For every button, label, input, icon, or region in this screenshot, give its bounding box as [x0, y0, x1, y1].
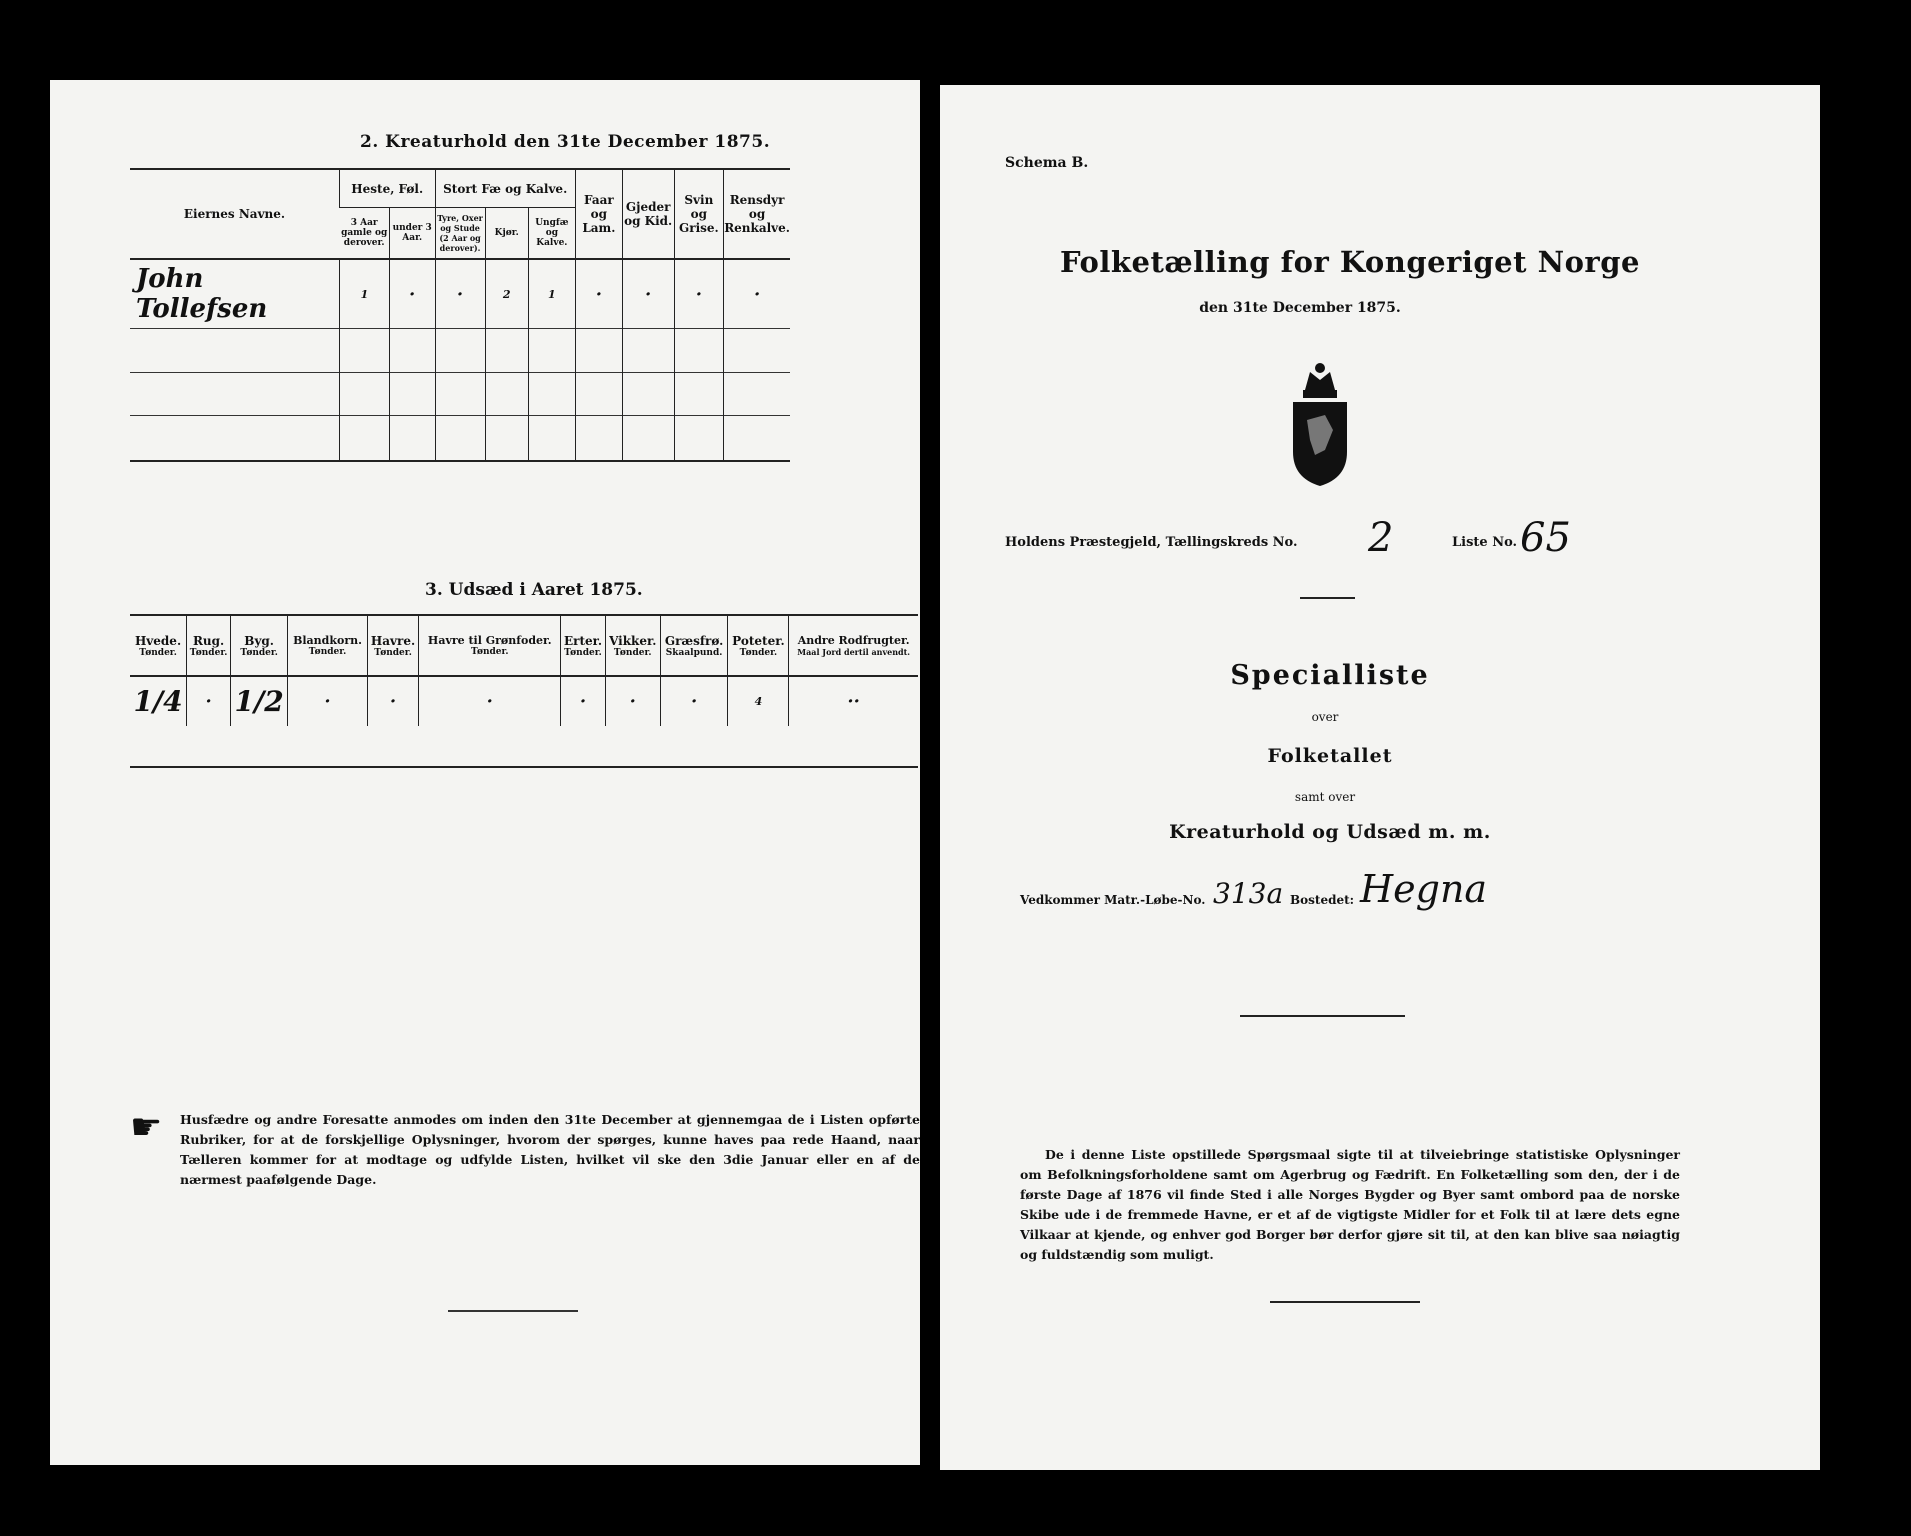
notice-text: Husfædre og andre Foresatte anmodes om inden den 31te December at gjennemgaa de i Listen opførte Rubriker, for at de forskjellige Oplysninger, hvorom der spørges, kunne haves paa rede Haand, naar Tælleren kommer for at modtage og udfylde Listen, hvilket vil ske den 3die Januar eller en af de nærmest paafølgende Dage. — [180, 1112, 920, 1187]
header-owner-name: Eiernes Navne. — [183, 207, 286, 222]
seed-table — [130, 616, 918, 726]
seed-header-wheat — [130, 616, 187, 676]
cell-potatoes: 4 — [728, 676, 789, 726]
divider — [1300, 597, 1355, 599]
header-young-cattle: Ungfæ og Kalve. — [528, 208, 575, 259]
cell-vetch: · — [605, 676, 660, 726]
seed-potatoes-label: Poteter. — [732, 633, 785, 648]
header-cattle: Stort Fæ og Kalve. — [435, 170, 575, 208]
header-horses: Heste, Føl. — [339, 170, 435, 208]
cell-young-cattle: 1 — [528, 259, 575, 328]
seed-green-oats-label: Havre til Grønfoder. — [427, 634, 552, 647]
seed-header-mixed — [288, 616, 368, 676]
cell-horses-old: 1 — [339, 259, 389, 328]
header-horses-young: under 3 Aar. — [389, 208, 435, 259]
header-goats: Gjeder og Kid. — [622, 170, 674, 259]
divider — [448, 1310, 578, 1312]
seed-grass-label: Græsfrø. — [664, 633, 724, 648]
seed-green-oats-unit: Tønder. — [470, 647, 509, 657]
seed-header-grass — [660, 616, 728, 676]
cell-wheat: 1/4 — [133, 685, 183, 718]
bosted-value: Hegna — [1360, 867, 1488, 911]
seed-header-potatoes — [728, 616, 789, 676]
special-list-title: Specialliste — [1230, 660, 1430, 691]
right-page — [940, 85, 1820, 1470]
cell-green-oats: · — [419, 676, 561, 726]
cell-cows: 2 — [485, 259, 528, 328]
parish-label: Holdens Præstegjeld, Tællingskreds No. — [1005, 535, 1298, 550]
list-label: Liste No. — [1452, 535, 1518, 550]
seed-header-rye — [187, 616, 231, 676]
cell-oats: · — [367, 676, 419, 726]
table-row — [130, 676, 918, 726]
table-row — [130, 415, 790, 460]
cell-barley: 1/2 — [231, 676, 288, 726]
header-reindeer: Rensdyr og Renkalve. — [724, 170, 790, 259]
cell-pigs: · — [674, 259, 724, 328]
seed-roots-label: Andre Rodfrugter. — [797, 634, 910, 647]
cell-rye: · — [187, 676, 231, 726]
livestock-seed-title: Kreaturhold og Udsæd m. m. — [1169, 821, 1491, 843]
footer-text: De i denne Liste opstillede Spørgsmaal sigte til at tilveiebringe statistiske Oplysninger om Befolkningsforholdene samt om Agerbrug og Fædrift. En Folketælling som den, der i de første Dage af 1876 vil finde Sted i alle Norges Bygder og Byer samt ombord paa de norske Skibe ude i de fremmede Havne, er et af de vigtigste Midler for et Folk til at lære dets egne Vilkaar at kjende, og enhver god Borger bør derfor gjøre sit til, at den kan blive saa nøiagtig og fuldstændig som muligt. — [1020, 1147, 1680, 1262]
seed-header-vetch — [605, 616, 660, 676]
bosted-label: Bostedet: — [1290, 893, 1355, 907]
header-sheep: Faar og Lam. — [575, 170, 622, 259]
livestock-title: 2. Kreaturhold den 31te December 1875. — [360, 132, 771, 152]
owner-name: John Tollefsen — [136, 264, 268, 324]
livestock-table — [130, 170, 790, 460]
seed-barley-unit: Tønder. — [240, 647, 278, 658]
header-cows: Kjør. — [485, 208, 528, 259]
folketallet-title: Folketallet — [1267, 745, 1393, 767]
table-row — [130, 328, 790, 373]
header-pigs: Svin og Grise. — [674, 170, 724, 259]
cell-roots: ·· — [789, 676, 918, 726]
cell-sheep: · — [575, 259, 622, 328]
cell-grass: · — [660, 676, 728, 726]
document-title: Folketælling for Kongeriget Norge — [1060, 245, 1640, 279]
cell-bulls: · — [435, 259, 485, 328]
header-horses-old: 3 Aar gamle og derover. — [341, 218, 388, 249]
divider — [1240, 1015, 1405, 1017]
district-number: 2 — [1368, 515, 1394, 561]
seed-header-barley — [231, 616, 288, 676]
cell-reindeer: · — [724, 259, 790, 328]
seed-vetch-unit: Tønder. — [613, 647, 652, 658]
seed-oats-unit: Tønder. — [374, 647, 412, 658]
cell-mixed: · — [288, 676, 368, 726]
schema-label: Schema B. — [1005, 155, 1089, 171]
coat-of-arms-icon — [1275, 360, 1365, 490]
matr-number: 313a — [1213, 877, 1284, 910]
over-text: over — [1311, 710, 1339, 724]
document-date: den 31te December 1875. — [1199, 300, 1401, 316]
seed-grass-unit: Skaalpund. — [665, 647, 723, 658]
pointing-hand-icon: ☛ — [130, 1107, 163, 1148]
seed-oats-label: Havre. — [370, 633, 416, 648]
seed-header-oats — [367, 616, 419, 676]
seed-wheat-label: Hvede. — [134, 633, 182, 648]
cell-horses-young: · — [389, 259, 435, 328]
seed-rye-unit: Tønder. — [189, 647, 228, 658]
seed-peas-label: Erter. — [563, 633, 603, 648]
cell-peas: · — [561, 676, 605, 726]
seed-peas-unit: Tønder. — [564, 647, 602, 658]
header-bulls: Tyre, Oxer og Stude (2 Aar og derover). — [435, 208, 485, 259]
seed-title: 3. Udsæd i Aaret 1875. — [425, 580, 643, 600]
seed-rye-label: Rug. — [192, 633, 225, 648]
samt-over-text: samt over — [1294, 790, 1356, 804]
table-row — [130, 259, 790, 328]
seed-mixed-label: Blandkorn. — [293, 634, 362, 647]
seed-barley-label: Byg. — [244, 633, 274, 648]
seed-header-green-oats — [419, 616, 561, 676]
seed-header-roots — [789, 616, 918, 676]
seed-vetch-label: Vikker. — [609, 633, 657, 648]
list-number: 65 — [1520, 515, 1571, 561]
seed-header-peas — [561, 616, 605, 676]
seed-wheat-unit: Tønder. — [139, 647, 177, 658]
matr-label: Vedkommer Matr.-Løbe-No. — [1020, 893, 1206, 907]
seed-mixed-unit: Tønder. — [308, 647, 347, 657]
left-page — [50, 80, 920, 1465]
divider — [1270, 1301, 1420, 1303]
seed-potatoes-unit: Tønder. — [739, 647, 778, 658]
seed-roots-unit: Maal Jord dertil anvendt. — [797, 647, 911, 657]
table-row — [130, 373, 790, 415]
cell-goats: · — [622, 259, 674, 328]
